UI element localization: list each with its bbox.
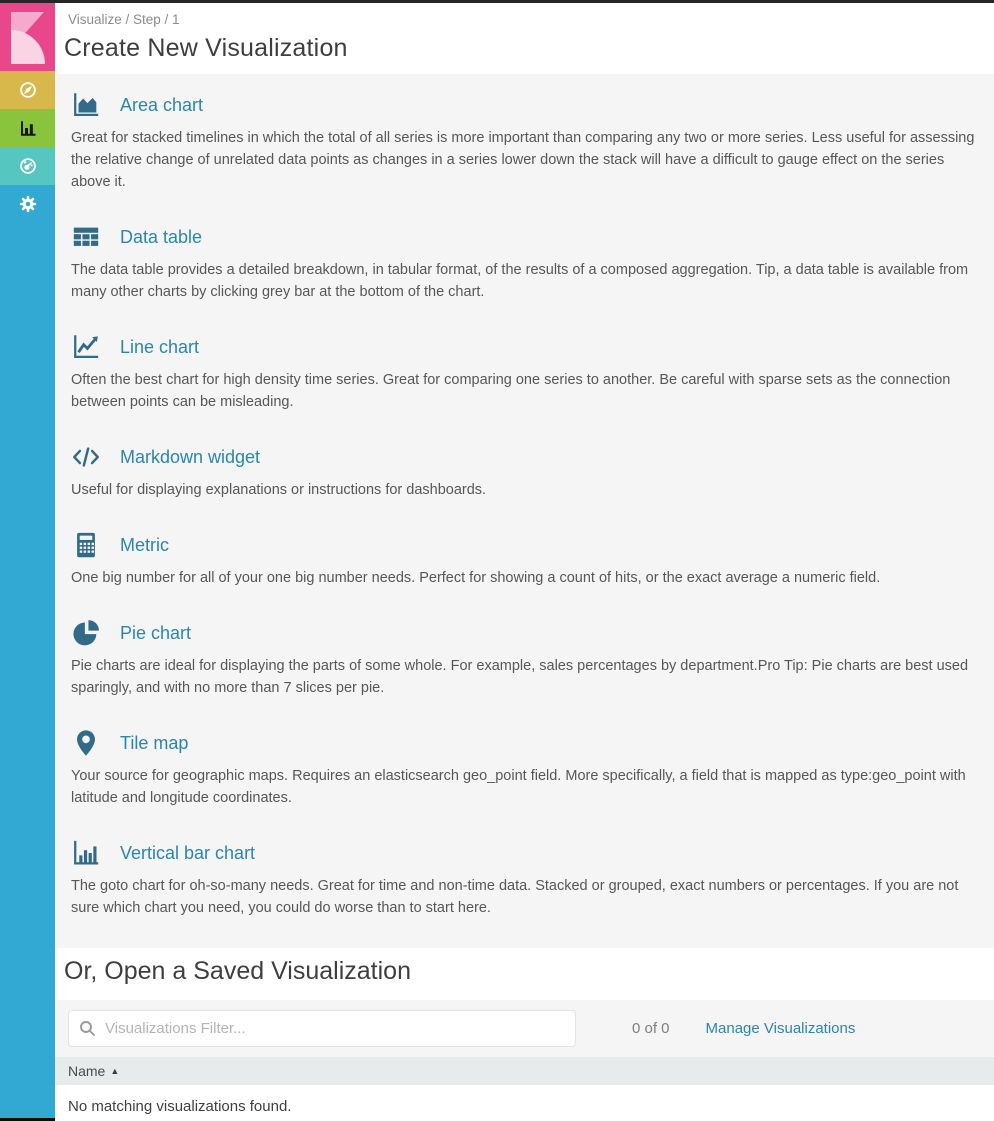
empty-results-message: No matching visualizations found. bbox=[55, 1085, 994, 1121]
chart-type-link-pie[interactable] bbox=[71, 618, 980, 648]
name-column-header[interactable] bbox=[55, 1057, 994, 1085]
chart-type-label: Metric bbox=[120, 534, 169, 555]
kibana-logo-icon bbox=[0, 3, 55, 71]
chart-type-label: Data table bbox=[120, 226, 203, 247]
chart-type-label: Pie chart bbox=[120, 622, 192, 643]
search-icon bbox=[79, 1020, 96, 1042]
vertical-bar-chart-icon bbox=[71, 838, 105, 868]
chart-type-data-table bbox=[71, 222, 980, 303]
chart-type-link-vertical-bar[interactable] bbox=[71, 838, 980, 868]
area-chart-icon bbox=[71, 90, 105, 120]
page-title: Create New Visualization bbox=[64, 34, 348, 62]
code-icon bbox=[71, 442, 105, 472]
compass-icon bbox=[16, 78, 40, 102]
chart-type-link-metric[interactable] bbox=[71, 530, 980, 560]
chart-type-label: Line chart bbox=[120, 336, 200, 357]
filter-box bbox=[68, 1010, 576, 1047]
chart-type-markdown bbox=[71, 442, 980, 501]
chart-type-link-area[interactable] bbox=[71, 90, 980, 120]
chart-type-description: The goto chart for oh-so-many needs. Great for time and non-time data. Stacked or grouped, exact numbers or percentages. If you are not sure which chart you need, you could do worse than to start here. bbox=[71, 878, 959, 916]
results-count: 0 of 0 bbox=[632, 1020, 670, 1037]
name-column-label: Name bbox=[68, 1063, 106, 1079]
chart-type-description: The data table provides a detailed breakdown, in tabular format, of the results of a composed aggregation. Tip, a data table is available from many other charts by clicking grey bar at the bottom of the chart. bbox=[71, 262, 969, 300]
sidebar bbox=[0, 3, 55, 1121]
line-chart-icon bbox=[71, 332, 105, 362]
chart-type-tile-map bbox=[71, 728, 980, 809]
chart-type-label: Vertical bar chart bbox=[120, 842, 256, 863]
chart-type-description: Your source for geographic maps. Requires an elasticsearch geo_point field. More specifically, a field that is mapped as type:geo_point with latitude and longitude coordinates. bbox=[71, 768, 966, 806]
chart-type-vertical-bar bbox=[71, 838, 980, 919]
table-icon bbox=[71, 222, 105, 252]
sidebar-item-dashboard[interactable] bbox=[0, 147, 55, 185]
sidebar-item-settings[interactable] bbox=[0, 185, 55, 223]
chart-type-description: Useful for displaying explanations or instructions for dashboards. bbox=[71, 482, 487, 498]
visualizations-filter-input[interactable] bbox=[68, 1010, 576, 1047]
chart-type-link-line[interactable] bbox=[71, 332, 980, 362]
saved-visualizations-panel bbox=[55, 1000, 994, 1085]
chart-type-list bbox=[55, 74, 994, 948]
chart-type-description: Pie charts are ideal for displaying the parts of some whole. For example, sales percentages by department.Pro Tip: Pie charts are best used sparingly, and with no more than 7 slices per pie. bbox=[71, 658, 969, 696]
breadcrumb: Visualize / Step / 1 bbox=[68, 12, 180, 27]
chart-type-link-markdown[interactable] bbox=[71, 442, 980, 472]
saved-section-title: Or, Open a Saved Visualization bbox=[64, 957, 411, 985]
chart-type-area bbox=[71, 90, 980, 193]
pie-chart-icon bbox=[71, 618, 105, 648]
sidebar-item-visualize[interactable] bbox=[0, 109, 55, 147]
chart-type-description: Great for stacked timelines in which the total of all series is more important than comparing any two or more series. Less useful for assessing the relative change of unrelated data points as changes in a series lower down the stack will have a difficult to gauge effect on the series above it. bbox=[71, 130, 975, 190]
sidebar-item-discover[interactable] bbox=[0, 71, 55, 109]
manage-visualizations-link[interactable]: Manage Visualizations bbox=[705, 1020, 856, 1037]
sort-ascending-icon: ▲ bbox=[110, 1066, 120, 1076]
chart-type-description: One big number for all of your one big number needs. Perfect for showing a count of hits, or the exact average a numeric field. bbox=[71, 570, 881, 586]
bar-chart-icon bbox=[16, 116, 40, 140]
map-marker-icon bbox=[71, 728, 105, 758]
chart-type-metric bbox=[71, 530, 980, 589]
calculator-icon bbox=[71, 530, 105, 560]
filter-row bbox=[55, 1000, 994, 1047]
chart-type-line bbox=[71, 332, 980, 413]
chart-type-label: Tile map bbox=[120, 732, 189, 753]
chart-type-link-data-table[interactable] bbox=[71, 222, 980, 252]
chart-type-link-tile-map[interactable] bbox=[71, 728, 980, 758]
chart-type-pie bbox=[71, 618, 980, 699]
window-top-edge bbox=[0, 0, 994, 3]
main-content bbox=[55, 3, 994, 1121]
chart-type-description: Often the best chart for high density time series. Great for comparing one series to another. Be careful with sparse sets as the connection between points can be misleading. bbox=[71, 372, 951, 410]
gear-icon bbox=[16, 192, 40, 216]
dashboard-gauge-icon bbox=[16, 154, 40, 178]
chart-type-label: Area chart bbox=[120, 94, 204, 115]
chart-type-label: Markdown widget bbox=[120, 446, 261, 467]
kibana-logo[interactable] bbox=[0, 3, 55, 71]
